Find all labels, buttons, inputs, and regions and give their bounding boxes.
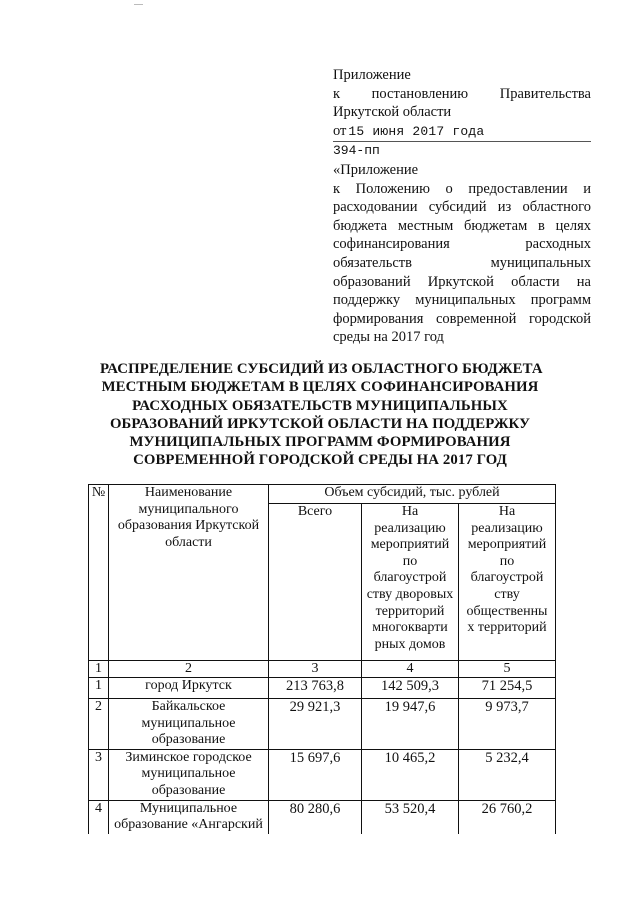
municipality-name: город Иркутск [109,678,269,699]
header-municipality: Наименование муниципального образования Иркутской области [109,485,269,661]
title-line: МУНИЦИПАЛЬНЫХ ПРОГРАММ ФОРМИРОВАНИЯ [129,434,511,451]
inner-appendix-line: софинансирования расходных [333,236,591,253]
table-header-row [89,485,556,504]
table-row [89,699,556,750]
inner-appendix-line: бюджета местным бюджетам в целях [333,217,591,234]
total-amount: 15 697,6 [269,749,362,800]
inner-appendix-line: среды на 2017 год [333,329,444,346]
municipality-name: Муниципальное образование «Ангарский [109,800,269,834]
subsidy-table [88,484,556,834]
header-courtyards: На реализацию мероприятий по благоустрой ству дворовых территорий многокварти рных домов [362,504,459,661]
column-number: 2 [109,661,269,678]
title-line: РАСХОДНЫХ ОБЯЗАТЕЛЬСТВ МУНИЦИПАЛЬНЫХ [132,397,508,414]
row-index: 2 [89,699,109,750]
header-subsidy-volume: Объем субсидий, тыс. рублей [269,485,556,504]
appendix-region: Иркутской области [333,104,452,121]
header-total: Всего [269,504,362,661]
title-line: ОБРАЗОВАНИЙ ИРКУТСКОЙ ОБЛАСТИ НА ПОДДЕРЖКУ [109,415,531,432]
inner-appendix-line: расходовании субсидий из областного [333,199,591,216]
row-index: 4 [89,800,109,834]
title-line: СОВРЕМЕННОЙ ГОРОДСКОЙ СРЕДЫ НА 2017 ГОД [133,452,507,469]
public-areas-amount: 26 760,2 [459,800,556,834]
scan-mark [134,4,143,5]
inner-appendix-line: к Положению о предоставлении и [333,180,591,197]
column-number: 1 [89,661,109,678]
resolution-date: 15 июня 2017 года [348,123,485,139]
municipality-name: Зиминское городское муниципальное образование [109,749,269,800]
resolution-number: 394-пп [333,143,380,159]
column-number: 5 [459,661,556,678]
public-areas-amount: 9 973,7 [459,699,556,750]
appendix-resolution-line: к постановлению Правительства [333,85,591,102]
courtyards-amount: 53 520,4 [362,800,459,834]
title-line: МЕСТНЫМ БЮДЖЕТАМ В ЦЕЛЯХ СОФИНАНСИРОВАНИЯ [101,379,539,396]
header-number: № [89,485,109,661]
column-number: 4 [362,661,459,678]
public-areas-amount: 71 254,5 [459,678,556,699]
table-row [89,749,556,800]
title-line: РАСПРЕДЕЛЕНИЕ СУБСИДИЙ ИЗ ОБЛАСТНОГО БЮДЖЕТА [100,361,543,377]
public-areas-amount: 5 232,4 [459,749,556,800]
courtyards-amount: 19 947,6 [362,699,459,750]
inner-appendix-line: формирования современной городской [333,310,591,327]
inner-appendix-line: образований Иркутской области на [333,273,591,290]
inner-appendix-line: поддержку муниципальных программ [333,292,591,309]
appendix-header [333,66,591,347]
inner-appendix-line: обязательств муниципальных [333,254,591,271]
courtyards-amount: 10 465,2 [362,749,459,800]
table-row [89,678,556,699]
row-index: 3 [89,749,109,800]
total-amount: 29 921,3 [269,699,362,750]
document-title [100,360,543,470]
inner-appendix-label: «Приложение [333,161,419,178]
column-numbers-row [89,661,556,678]
column-number: 3 [269,661,362,678]
courtyards-amount: 142 509,3 [362,678,459,699]
row-index: 1 [89,678,109,699]
header-public-areas: На реализацию мероприятий по благоустрой ству общественны х территорий [459,504,556,661]
municipality-name: Байкальское муниципальное образование [109,699,269,750]
total-amount: 80 280,6 [269,800,362,834]
total-amount: 213 763,8 [269,678,362,699]
table-row [89,800,556,834]
appendix-label: Приложение [333,67,411,83]
resolution-date-line: от 15 июня 2017 года [333,122,591,143]
